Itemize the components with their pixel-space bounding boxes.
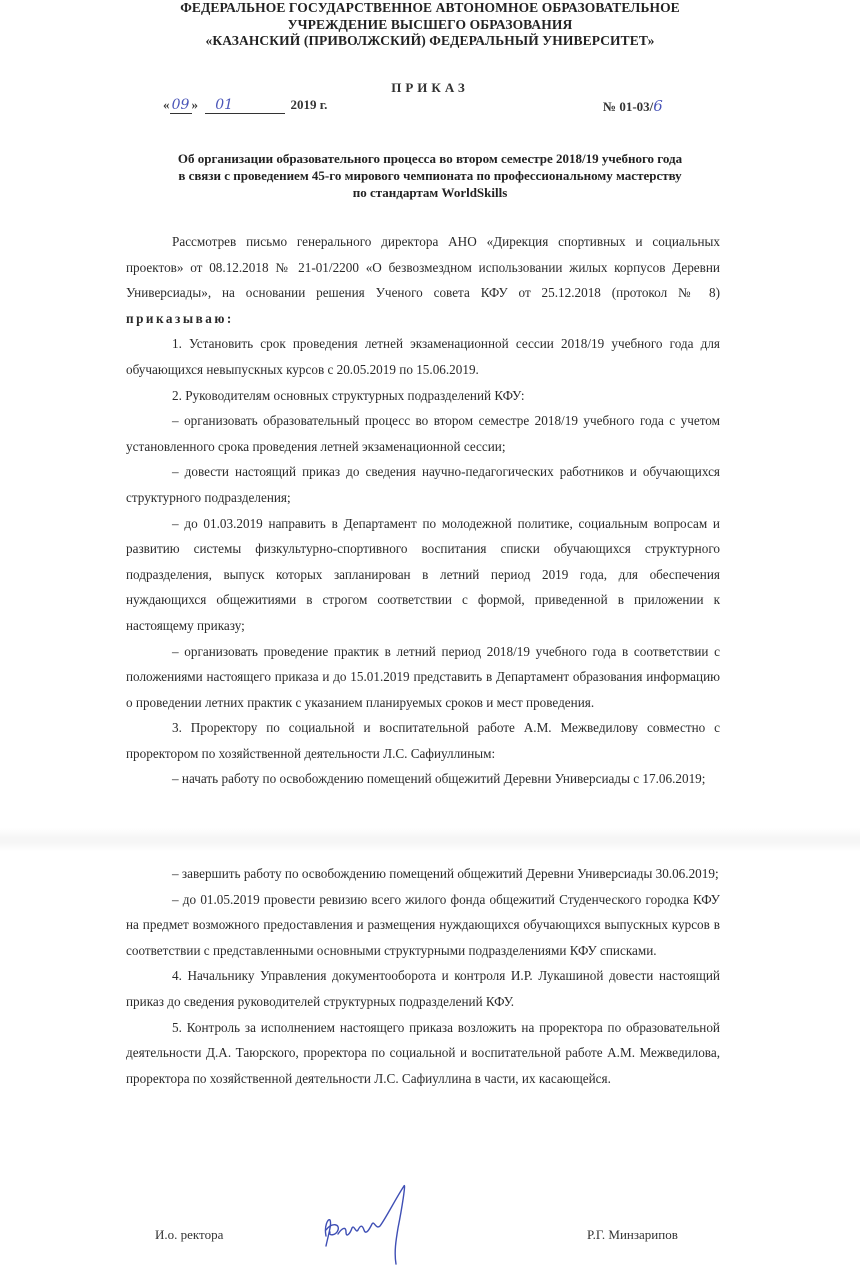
subject-line-1: Об организации образовательного процесса во втором семестре 2018/19 учебного года	[177, 151, 683, 166]
clause-3a: – начать работу по освобождению помещений общежитий Деревни Универсиады с 17.06.2019;	[172, 771, 706, 787]
subject-line-2: в связи с проведением 45-го мирового чемпионата по профессиональному мастерству	[178, 168, 682, 183]
order-date	[163, 97, 327, 114]
clause-2c: – до 01.03.2019 направить в Департамент по молодежной политике, социальным вопросам и развитию системы физкультурно-спортивного воспитания списки обучающихся структурного подразделения, выпуск которых запланирован в летний период 2019 года, для обеспечения нуждающихся общежитиями в строгом соответствии с формой, приведенной в приложении к настоящему приказу;	[126, 515, 720, 633]
date-close-quote: »	[191, 97, 198, 112]
signatory-position: И.о. ректора	[155, 1227, 224, 1242]
preamble-command: приказываю:	[126, 310, 234, 326]
preamble-paragraph	[126, 229, 720, 331]
order-number-prefix: № 01-03/	[603, 99, 654, 114]
org-header-line-3: «КАЗАНСКИЙ (ПРИВОЛЖСКИЙ) ФЕДЕРАЛЬНЫЙ УНИВЕРСИТЕТ»	[205, 33, 655, 48]
order-number	[603, 97, 663, 115]
order-subject	[120, 150, 740, 201]
clause-5: 5. Контроль за исполнением настоящего приказа возложить на проректора по образовательной деятельности Д.А. Таюрского, проректора по социальной и воспитательной работе А.М. Межведилова, проректора по хозяйственной деятельности Л.С. Сафиуллина в части, их касающейся.	[126, 1019, 720, 1086]
org-header-line-1: ФЕДЕРАЛЬНОЕ ГОСУДАРСТВЕННОЕ АВТОНОМНОЕ ОБРАЗОВАТЕЛЬНОЕ	[180, 0, 680, 15]
page-join-gap	[0, 828, 860, 852]
preamble-text: Рассмотрев письмо генерального директора АНО «Дирекция спортивных и социальных проектов» от 08.12.2018 № 21-01/2200 «О безвозмездном использовании жилых корпусов Деревни Универсиады», на основании решения Ученого совета КФУ от 25.12.2018 (протокол № 8)	[126, 234, 720, 301]
clause-2b: – довести настоящий приказ до сведения научно-педагогических работников и обучающихся структурного подразделения;	[126, 464, 720, 505]
clause-2a: – организовать образовательный процесс во втором семестре 2018/19 учебного года с учетом установленного срока проведения летней экзаменационной сессии;	[126, 413, 720, 454]
clause-2: 2. Руководителям основных структурных подразделений КФУ:	[172, 387, 525, 403]
date-year: 2019 г.	[290, 97, 328, 112]
clause-3b: – завершить работу по освобождению помещений общежитий Деревни Универсиады 30.06.2019;	[172, 866, 719, 881]
clause-3c: – до 01.05.2019 провести ревизию всего жилого фонда общежитий Студенческого городка КФУ на предмет возможного предоставления и размещения нуждающихся обучающихся выпускных курсов в соответствии с представленными основными структурными подразделениями КФУ списками.	[126, 891, 720, 958]
clause-3: 3. Проректору по социальной и воспитательной работе А.М. Межведилову совместно с проректором по хозяйственной деятельности Л.С. Сафиуллиным:	[126, 720, 720, 761]
date-day-handwritten: 09	[170, 97, 192, 114]
clause-4: 4. Начальнику Управления документооборота и контроля И.Р. Лукашиной довести настоящий приказ до сведения руководителей структурных подразделений КФУ.	[126, 968, 720, 1009]
clause-1: 1. Установить срок проведения летней экзаменационной сессии 2018/19 учебного года для обучающихся невыпускных курсов с 20.05.2019 по 15.06.2019.	[126, 336, 720, 377]
signatory-name: Р.Г. Минзарипов	[587, 1227, 678, 1242]
date-open-quote: «	[163, 97, 170, 112]
signature-stroke	[325, 1186, 404, 1264]
order-body-part-2	[126, 861, 720, 1091]
order-body-part-1	[126, 229, 720, 792]
clause-2d: – организовать проведение практик в летний период 2018/19 учебного года в соответствии с положениями настоящего приказа и до 15.01.2019 представить в Департамент образования информацию о проведении летних практик с указанием планируемых сроков и мест проведения.	[126, 643, 720, 710]
order-title: ПРИКАЗ	[391, 80, 469, 95]
date-month-handwritten: 01	[205, 97, 285, 114]
order-number-handwritten: 6	[653, 97, 663, 115]
handwritten-signature	[318, 1178, 428, 1268]
subject-line-3: по стандартам WorldSkills	[352, 185, 508, 200]
org-header-line-2: УЧРЕЖДЕНИЕ ВЫСШЕГО ОБРАЗОВАНИЯ	[287, 17, 573, 32]
